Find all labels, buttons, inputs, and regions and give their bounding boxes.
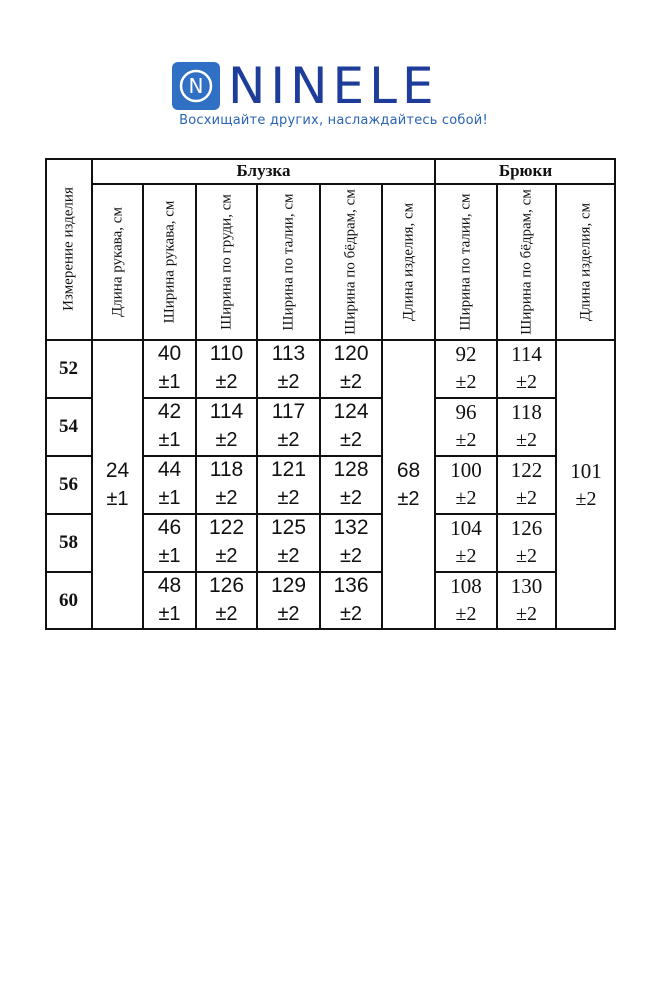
value-number: 136 (333, 574, 369, 597)
grid-line-horizontal (435, 397, 556, 399)
value-number: 92 (455, 342, 477, 366)
value-tolerance: ±2 (339, 487, 363, 509)
logo-badge-icon (172, 62, 220, 110)
value-tolerance: ±1 (158, 487, 181, 509)
column-header-label: Ширина по талии, см (457, 193, 474, 331)
group-header-blouse: Блузка (236, 161, 291, 180)
value-tolerance: ±2 (277, 429, 300, 451)
column-header-label: Длина рукава, см (109, 207, 125, 317)
value-tolerance: ±2 (575, 488, 597, 510)
value-tolerance: ±2 (277, 371, 300, 393)
column-header-label: Ширина рукава, см (161, 200, 177, 324)
value-number: 114 (209, 400, 244, 423)
value-number: 132 (333, 516, 369, 539)
table-cell (257, 572, 320, 630)
size-label: 60 (59, 590, 78, 611)
value-tolerance: ±2 (516, 603, 537, 625)
value-tolerance: ±1 (158, 371, 181, 393)
value-number: 48 (157, 574, 182, 597)
value-number: 126 (208, 574, 245, 597)
value-tolerance: ±2 (455, 371, 477, 393)
grid-line-horizontal (435, 513, 556, 515)
value-number: 120 (333, 342, 369, 365)
sleeve-length-cell (92, 340, 143, 630)
value-tolerance: ±1 (158, 429, 181, 451)
value-number: 122 (208, 516, 245, 539)
column-header-label: Ширина по бёдрам, см (518, 189, 534, 335)
grid-line-vertical (496, 184, 498, 630)
value-number: 128 (333, 458, 369, 481)
value-tolerance: ±2 (455, 487, 477, 509)
value-number: 100 (450, 458, 482, 482)
table-cell (497, 340, 556, 398)
table-cell (497, 456, 556, 514)
value-tolerance: ±2 (339, 545, 363, 567)
value-tolerance: ±1 (106, 488, 129, 510)
value-number: 124 (333, 400, 369, 423)
column-header-label: Ширина по талии, см (280, 193, 296, 331)
value-number: 104 (450, 516, 482, 540)
value-number: 126 (510, 516, 543, 540)
table-cell (196, 456, 257, 514)
value-number: 122 (510, 458, 543, 482)
value-number: 113 (271, 342, 306, 365)
value-number: 24 (105, 459, 130, 482)
value-tolerance: ±1 (158, 603, 181, 625)
column-header (382, 184, 435, 340)
table-cell (143, 514, 196, 572)
grid-line-vertical (555, 184, 557, 630)
table-cell (196, 514, 257, 572)
value-number: 114 (511, 342, 542, 366)
grid-line-horizontal (45, 455, 92, 457)
corner-header (45, 158, 92, 340)
value-tolerance: ±2 (215, 371, 238, 393)
trousers-length-cell (556, 340, 616, 630)
table-cell (497, 572, 556, 630)
grid-line-vertical (381, 184, 383, 630)
grid-line-vertical (434, 158, 436, 630)
value-tolerance: ±2 (455, 545, 477, 567)
trousers-length-cell-value (570, 457, 602, 513)
value-tolerance: ±2 (455, 603, 477, 625)
table-cell (435, 456, 497, 514)
table-cell (497, 514, 556, 572)
value-tolerance: ±2 (339, 603, 363, 625)
blouse-length-cell (382, 340, 435, 630)
column-header-label: Ширина по бёдрам, см (342, 189, 359, 335)
table-cell (320, 340, 382, 398)
value-tolerance: ±2 (455, 429, 477, 451)
table-cell (320, 514, 382, 572)
value-number: 44 (157, 458, 182, 481)
value-tolerance: ±2 (516, 429, 537, 451)
grid-line-horizontal (435, 455, 556, 457)
size-label: 52 (59, 358, 78, 379)
value-tolerance: ±2 (397, 488, 420, 510)
value-tolerance: ±2 (215, 545, 238, 567)
value-number: 110 (209, 342, 244, 365)
value-tolerance: ±2 (215, 429, 238, 451)
value-tolerance: ±1 (158, 545, 181, 567)
table-cell (257, 340, 320, 398)
value-number: 42 (157, 400, 182, 423)
grid-line-horizontal (143, 513, 382, 515)
grid-line-vertical (256, 184, 258, 630)
column-header (257, 184, 320, 340)
value-tolerance: ±2 (339, 429, 363, 451)
table-cell (143, 398, 196, 456)
corner-label: Измерение изделия (60, 187, 76, 311)
grid-line-horizontal (143, 455, 382, 457)
grid-line-horizontal (45, 397, 92, 399)
grid-line-horizontal (143, 397, 382, 399)
value-tolerance: ±2 (516, 371, 537, 393)
table-cell (143, 572, 196, 630)
value-tolerance: ±2 (215, 487, 238, 509)
column-header (92, 184, 143, 340)
value-tolerance: ±2 (277, 545, 300, 567)
table-cell (257, 514, 320, 572)
grid-line-vertical (142, 184, 144, 630)
grid-line-horizontal (92, 183, 616, 185)
value-number: 130 (510, 574, 543, 598)
table-cell (257, 398, 320, 456)
value-number: 125 (270, 516, 307, 539)
logo-letter: N (188, 74, 204, 98)
value-tolerance: ±2 (277, 487, 300, 509)
size-label: 58 (59, 532, 78, 553)
column-header (435, 184, 497, 340)
value-number: 101 (570, 459, 602, 483)
brand-tagline: Восхищайте других, наслаждайтесь собой! (179, 113, 488, 128)
column-header (497, 184, 556, 340)
sleeve-length-cell-value (106, 457, 129, 513)
value-number: 68 (396, 459, 421, 482)
column-header-label: Ширина по груди, см (218, 194, 234, 330)
size-label: 56 (59, 474, 78, 495)
grid-line-horizontal (45, 513, 92, 515)
grid-line-vertical (91, 158, 93, 630)
table-cell (196, 398, 257, 456)
value-number: 40 (157, 342, 182, 365)
table-cell (143, 456, 196, 514)
table-cell (196, 572, 257, 630)
table-cell (435, 514, 497, 572)
value-number: 121 (270, 458, 307, 481)
grid-line-horizontal (45, 339, 616, 341)
table-cell (435, 572, 497, 630)
grid-line-horizontal (435, 571, 556, 573)
column-header (320, 184, 382, 340)
value-tolerance: ±2 (277, 603, 300, 625)
value-number: 46 (157, 516, 182, 539)
table-cell (143, 340, 196, 398)
value-tolerance: ±2 (516, 487, 537, 509)
brand-header (0, 0, 667, 140)
value-number: 118 (209, 458, 244, 481)
column-header (143, 184, 196, 340)
size-chart-table (45, 158, 616, 630)
grid-line-vertical (319, 184, 321, 630)
group-header-trousers: Брюки (498, 161, 553, 180)
grid-line-horizontal (143, 571, 382, 573)
size-label: 54 (59, 416, 78, 437)
table-cell (497, 398, 556, 456)
table-cell (320, 456, 382, 514)
value-tolerance: ±2 (516, 545, 537, 567)
value-tolerance: ±2 (339, 371, 363, 393)
value-number: 108 (450, 574, 482, 598)
value-number: 96 (455, 400, 477, 424)
column-header (556, 184, 616, 340)
column-header-label: Длина изделия, см (577, 202, 594, 322)
column-header (196, 184, 257, 340)
grid-line-horizontal (45, 571, 92, 573)
logo (172, 57, 439, 115)
table-cell (435, 398, 497, 456)
column-header-label: Длина изделия, см (400, 202, 416, 322)
table-cell (196, 340, 257, 398)
value-tolerance: ±2 (215, 603, 238, 625)
table-cell (320, 398, 382, 456)
value-number: 129 (270, 574, 307, 597)
table-cell (320, 572, 382, 630)
value-number: 117 (271, 400, 306, 423)
table-cell (257, 456, 320, 514)
grid-line-vertical (195, 184, 197, 630)
value-number: 118 (511, 400, 542, 424)
blouse-length-cell-value (397, 457, 420, 513)
brand-name: NINELE (228, 57, 439, 115)
table-cell (435, 340, 497, 398)
